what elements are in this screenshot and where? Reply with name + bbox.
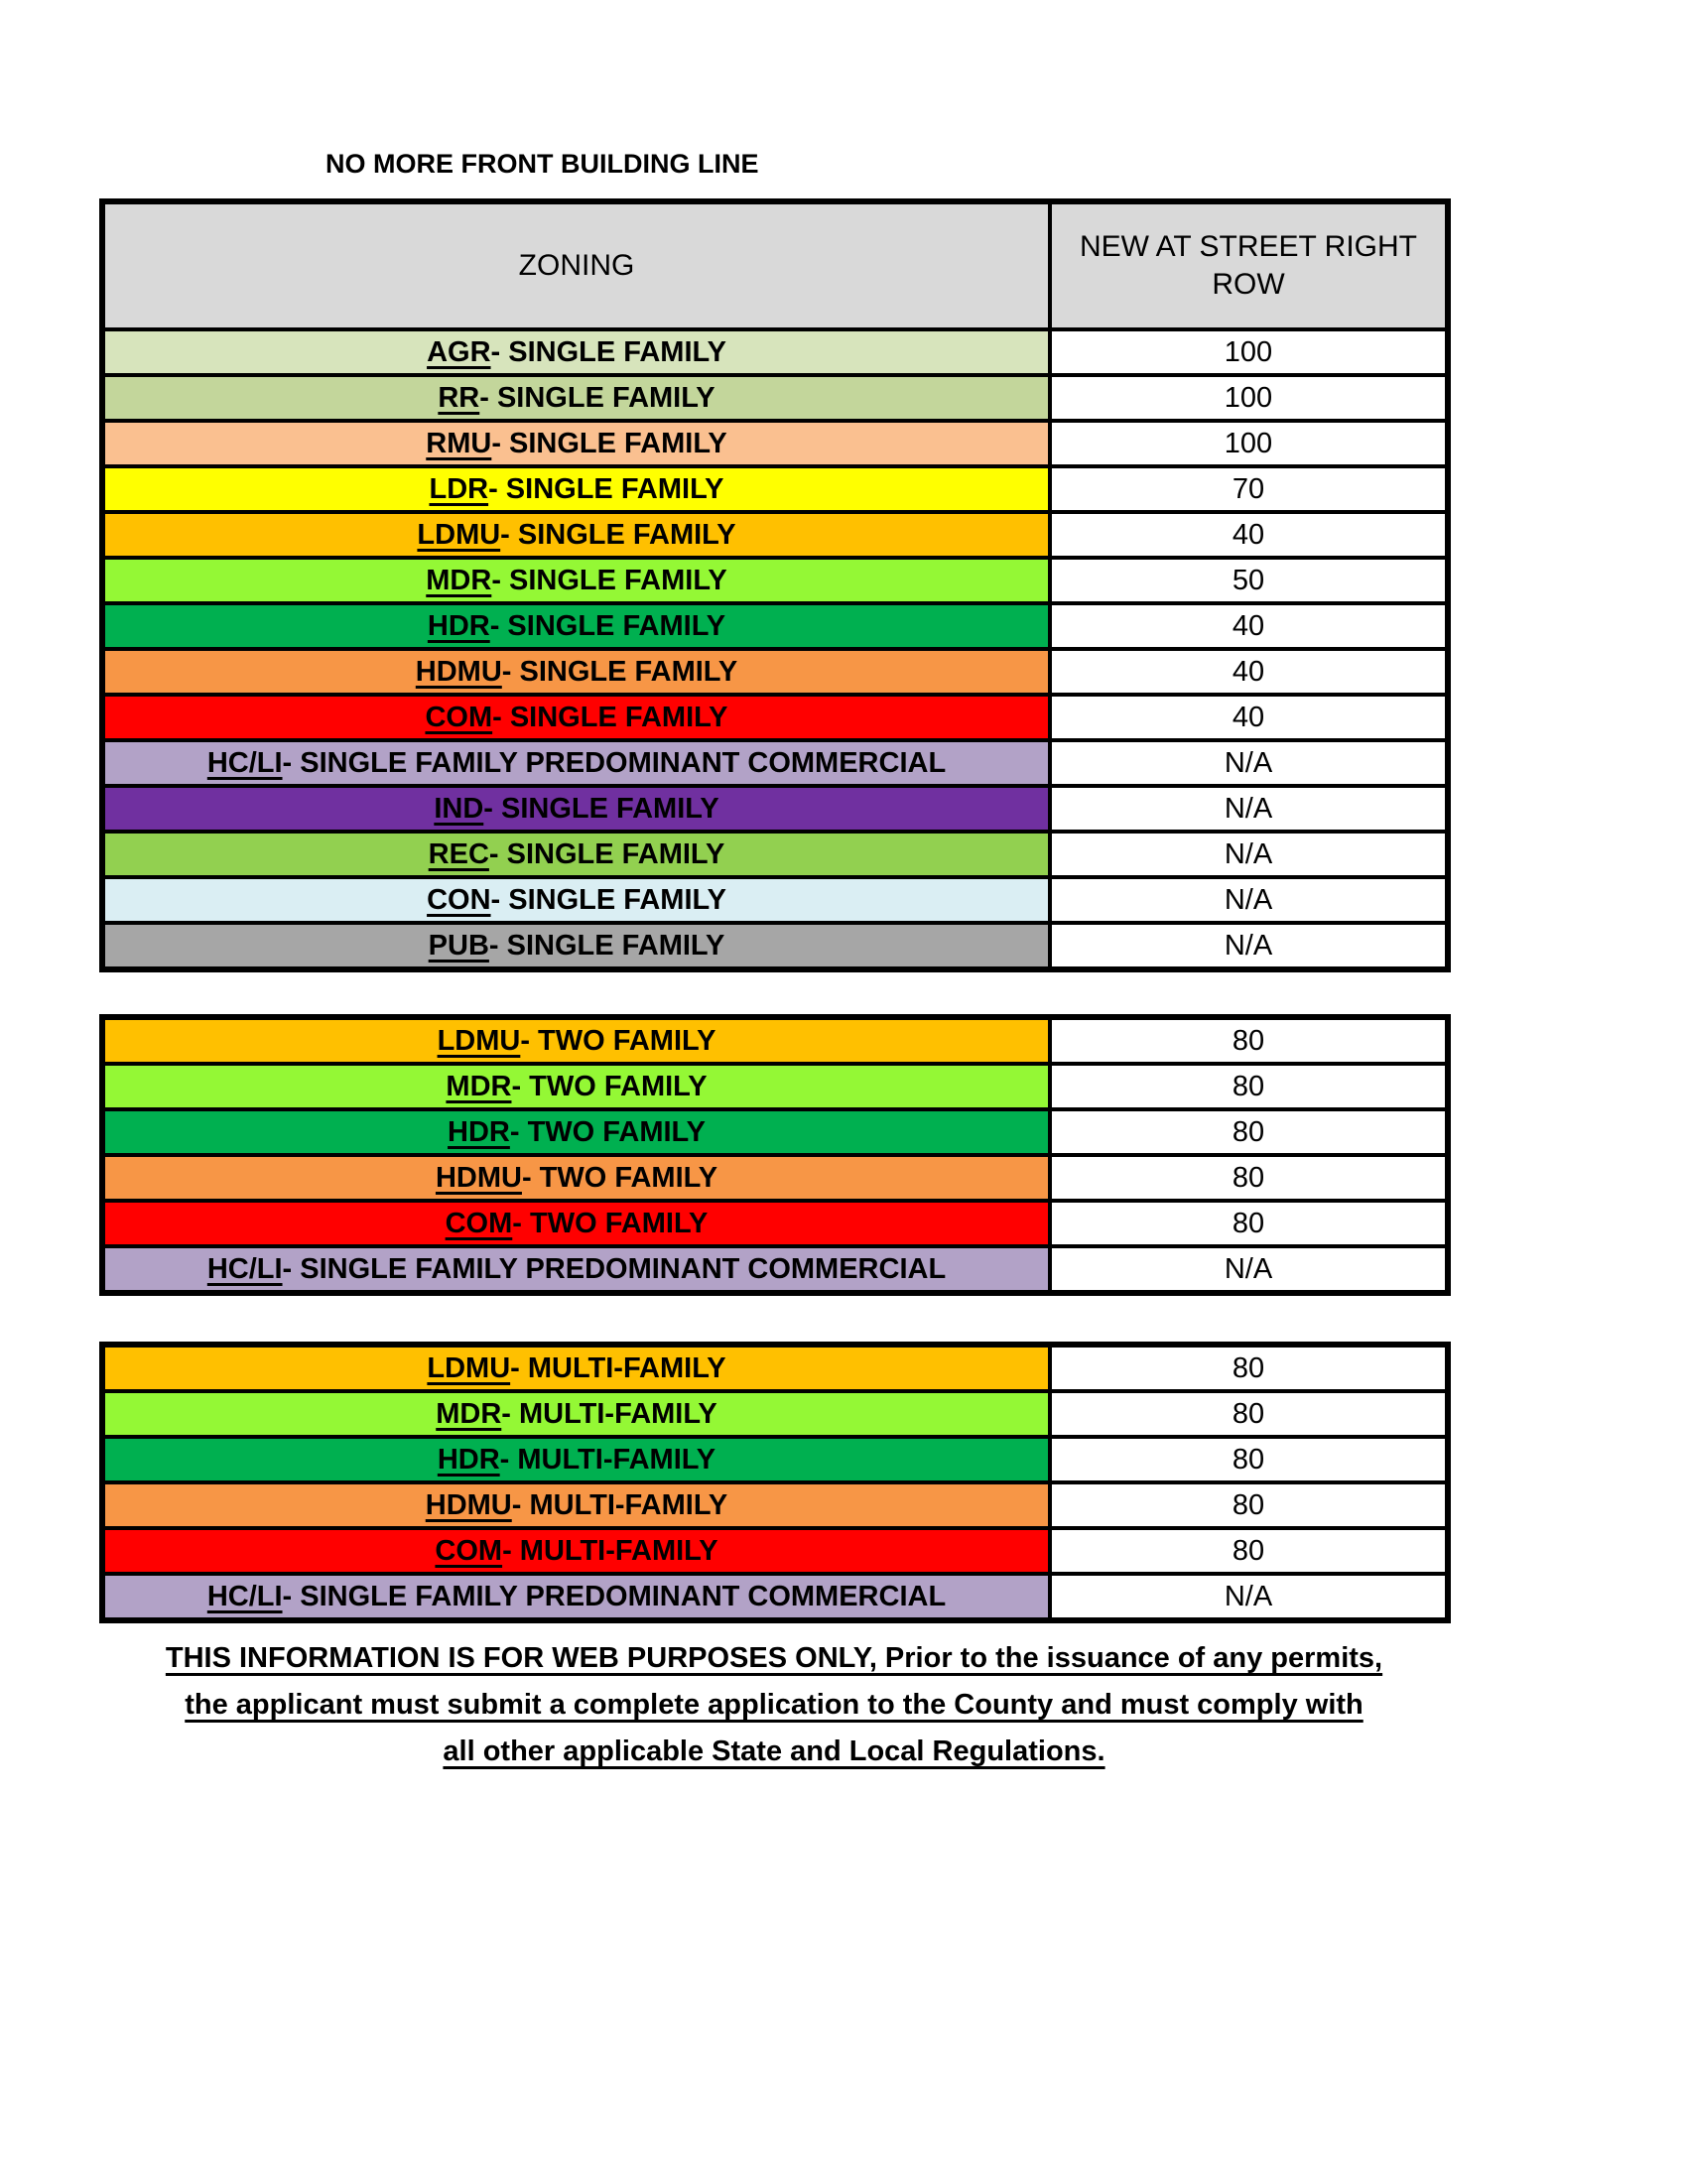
zoning-code: REC bbox=[428, 837, 489, 870]
zoning-cell bbox=[102, 329, 1050, 375]
setback-value: 80 bbox=[1050, 1528, 1448, 1574]
zoning-cell bbox=[102, 1528, 1050, 1574]
zoning-label: - MULTI-FAMILY bbox=[501, 1397, 717, 1430]
zoning-code: RMU bbox=[426, 427, 492, 459]
column-header-zoning: ZONING bbox=[102, 201, 1050, 329]
zoning-cell bbox=[102, 603, 1050, 649]
zoning-cell bbox=[102, 1155, 1050, 1201]
disclaimer-line-1: THIS INFORMATION IS FOR WEB PURPOSES ONLY, Prior to the issuance of any permits, bbox=[165, 1642, 1383, 1674]
zoning-cell bbox=[102, 1017, 1050, 1064]
zoning-code: IND bbox=[434, 792, 484, 825]
zoning-cell bbox=[102, 1482, 1050, 1528]
zoning-cell bbox=[102, 740, 1050, 786]
zoning-code: MDR bbox=[436, 1397, 502, 1430]
setback-value: 40 bbox=[1050, 649, 1448, 695]
zoning-code: PUB bbox=[428, 929, 489, 962]
zoning-table-multi-family bbox=[99, 1342, 1451, 1623]
setback-value: N/A bbox=[1050, 923, 1448, 969]
zoning-code: LDMU bbox=[427, 1351, 511, 1384]
setback-value: 80 bbox=[1050, 1109, 1448, 1155]
table-row bbox=[102, 695, 1448, 740]
zoning-cell bbox=[102, 1109, 1050, 1155]
zoning-table-two-family bbox=[99, 1014, 1451, 1296]
zoning-label: - TWO FAMILY bbox=[521, 1161, 718, 1194]
table-row bbox=[102, 832, 1448, 877]
zoning-code: CON bbox=[427, 883, 491, 916]
zoning-cell bbox=[102, 1437, 1050, 1482]
zoning-label: - SINGLE FAMILY bbox=[500, 518, 736, 551]
zoning-label: - SINGLE FAMILY bbox=[489, 609, 726, 642]
zoning-cell bbox=[102, 877, 1050, 923]
table-row bbox=[102, 1017, 1448, 1064]
table-row bbox=[102, 1201, 1448, 1246]
zoning-code: HC/LI bbox=[206, 1252, 283, 1285]
zoning-table-single-family bbox=[99, 198, 1451, 972]
zoning-code: LDMU bbox=[417, 518, 501, 551]
page-title: NO MORE FRONT BUILDING LINE bbox=[325, 149, 759, 179]
zoning-cell bbox=[102, 1246, 1050, 1293]
table-row bbox=[102, 1155, 1448, 1201]
zoning-cell bbox=[102, 649, 1050, 695]
table-row bbox=[102, 329, 1448, 375]
zoning-label: - SINGLE FAMILY bbox=[492, 701, 728, 733]
setback-value: 40 bbox=[1050, 695, 1448, 740]
setback-value: 100 bbox=[1050, 375, 1448, 421]
table-row bbox=[102, 375, 1448, 421]
setback-value: 50 bbox=[1050, 558, 1448, 603]
zoning-code: COM bbox=[425, 701, 493, 733]
table-row bbox=[102, 421, 1448, 466]
zoning-label: - SINGLE FAMILY PREDOMINANT COMMERCIAL bbox=[282, 1580, 947, 1612]
table-row bbox=[102, 1391, 1448, 1437]
zoning-cell bbox=[102, 1064, 1050, 1109]
setback-value: N/A bbox=[1050, 740, 1448, 786]
setback-value: 80 bbox=[1050, 1391, 1448, 1437]
zoning-label: - TWO FAMILY bbox=[509, 1115, 706, 1148]
zoning-code: HDR bbox=[448, 1115, 510, 1148]
setback-value: 80 bbox=[1050, 1155, 1448, 1201]
setback-value: N/A bbox=[1050, 1574, 1448, 1620]
zoning-cell bbox=[102, 421, 1050, 466]
zoning-cell bbox=[102, 786, 1050, 832]
zoning-code: RR bbox=[438, 381, 480, 414]
table-row bbox=[102, 649, 1448, 695]
setback-value: N/A bbox=[1050, 1246, 1448, 1293]
zoning-label: - SINGLE FAMILY bbox=[501, 655, 738, 688]
setback-value: 80 bbox=[1050, 1201, 1448, 1246]
zoning-label: - MULTI-FAMILY bbox=[511, 1488, 728, 1521]
zoning-code: HC/LI bbox=[206, 1580, 283, 1612]
zoning-cell bbox=[102, 375, 1050, 421]
table-row bbox=[102, 1345, 1448, 1391]
table-row bbox=[102, 1574, 1448, 1620]
zoning-cell bbox=[102, 1391, 1050, 1437]
zoning-cell bbox=[102, 558, 1050, 603]
zoning-cell bbox=[102, 1574, 1050, 1620]
header-line-2: ROW bbox=[1212, 268, 1285, 301]
zoning-code: HDMU bbox=[425, 1488, 512, 1521]
zoning-code: LDR bbox=[429, 472, 489, 505]
zoning-cell bbox=[102, 1345, 1050, 1391]
zoning-label: - MULTI-FAMILY bbox=[510, 1351, 726, 1384]
zoning-label: - SINGLE FAMILY bbox=[488, 472, 724, 505]
table-row bbox=[102, 1437, 1448, 1482]
zoning-code: HDMU bbox=[435, 1161, 522, 1194]
zoning-label: - MULTI-FAMILY bbox=[502, 1534, 718, 1567]
zoning-label: - SINGLE FAMILY bbox=[490, 883, 726, 916]
zoning-label: - SINGLE FAMILY PREDOMINANT COMMERCIAL bbox=[282, 1252, 947, 1285]
zoning-label: - SINGLE FAMILY bbox=[488, 929, 725, 962]
disclaimer-line-2: the applicant must submit a complete application to the County and must comply with bbox=[185, 1689, 1363, 1721]
column-header-new-at-street-right-row bbox=[1050, 201, 1448, 329]
setback-value: N/A bbox=[1050, 877, 1448, 923]
zoning-cell bbox=[102, 466, 1050, 512]
disclaimer-text bbox=[99, 1635, 1449, 1775]
zoning-code: AGR bbox=[427, 335, 491, 368]
zoning-code: HDR bbox=[437, 1443, 500, 1476]
table-row bbox=[102, 1528, 1448, 1574]
setback-value: 80 bbox=[1050, 1345, 1448, 1391]
zoning-label: - TWO FAMILY bbox=[512, 1207, 709, 1239]
zoning-code: HC/LI bbox=[206, 746, 283, 779]
setback-value: 80 bbox=[1050, 1437, 1448, 1482]
table-row bbox=[102, 603, 1448, 649]
table-row bbox=[102, 558, 1448, 603]
table-row bbox=[102, 786, 1448, 832]
setback-value: 70 bbox=[1050, 466, 1448, 512]
zoning-cell bbox=[102, 832, 1050, 877]
table-row bbox=[102, 923, 1448, 969]
setback-value: 100 bbox=[1050, 329, 1448, 375]
zoning-label: - SINGLE FAMILY bbox=[491, 564, 727, 596]
zoning-label: - TWO FAMILY bbox=[511, 1070, 708, 1102]
table-row bbox=[102, 1064, 1448, 1109]
setback-value: 80 bbox=[1050, 1482, 1448, 1528]
zoning-label: - SINGLE FAMILY bbox=[479, 381, 715, 414]
table-row bbox=[102, 1482, 1448, 1528]
zoning-code: HDMU bbox=[415, 655, 502, 688]
setback-value: 40 bbox=[1050, 603, 1448, 649]
zoning-label: - MULTI-FAMILY bbox=[499, 1443, 716, 1476]
zoning-label: - SINGLE FAMILY bbox=[491, 427, 727, 459]
zoning-label: - SINGLE FAMILY bbox=[490, 335, 726, 368]
setback-value: 80 bbox=[1050, 1017, 1448, 1064]
table-row bbox=[102, 877, 1448, 923]
header-line-1: NEW AT STREET RIGHT bbox=[1079, 230, 1418, 263]
setback-value: 100 bbox=[1050, 421, 1448, 466]
setback-value: 80 bbox=[1050, 1064, 1448, 1109]
table-row bbox=[102, 1109, 1448, 1155]
table-row bbox=[102, 512, 1448, 558]
disclaimer-line-3: all other applicable State and Local Regulations. bbox=[443, 1735, 1105, 1767]
zoning-label: - SINGLE FAMILY bbox=[483, 792, 719, 825]
header-row bbox=[102, 201, 1448, 329]
zoning-cell bbox=[102, 1201, 1050, 1246]
zoning-label: - SINGLE FAMILY bbox=[488, 837, 725, 870]
table-row bbox=[102, 466, 1448, 512]
setback-value: N/A bbox=[1050, 832, 1448, 877]
zoning-code: MDR bbox=[446, 1070, 512, 1102]
zoning-cell bbox=[102, 923, 1050, 969]
zoning-code: HDR bbox=[427, 609, 490, 642]
zoning-label: - SINGLE FAMILY PREDOMINANT COMMERCIAL bbox=[282, 746, 947, 779]
table-row bbox=[102, 740, 1448, 786]
setback-value: N/A bbox=[1050, 786, 1448, 832]
zoning-code: LDMU bbox=[437, 1024, 521, 1057]
zoning-label: - TWO FAMILY bbox=[520, 1024, 716, 1057]
zoning-code: MDR bbox=[426, 564, 492, 596]
setback-value: 40 bbox=[1050, 512, 1448, 558]
zoning-cell bbox=[102, 512, 1050, 558]
zoning-code: COM bbox=[445, 1207, 513, 1239]
table-row bbox=[102, 1246, 1448, 1293]
zoning-code: COM bbox=[435, 1534, 503, 1567]
zoning-cell bbox=[102, 695, 1050, 740]
